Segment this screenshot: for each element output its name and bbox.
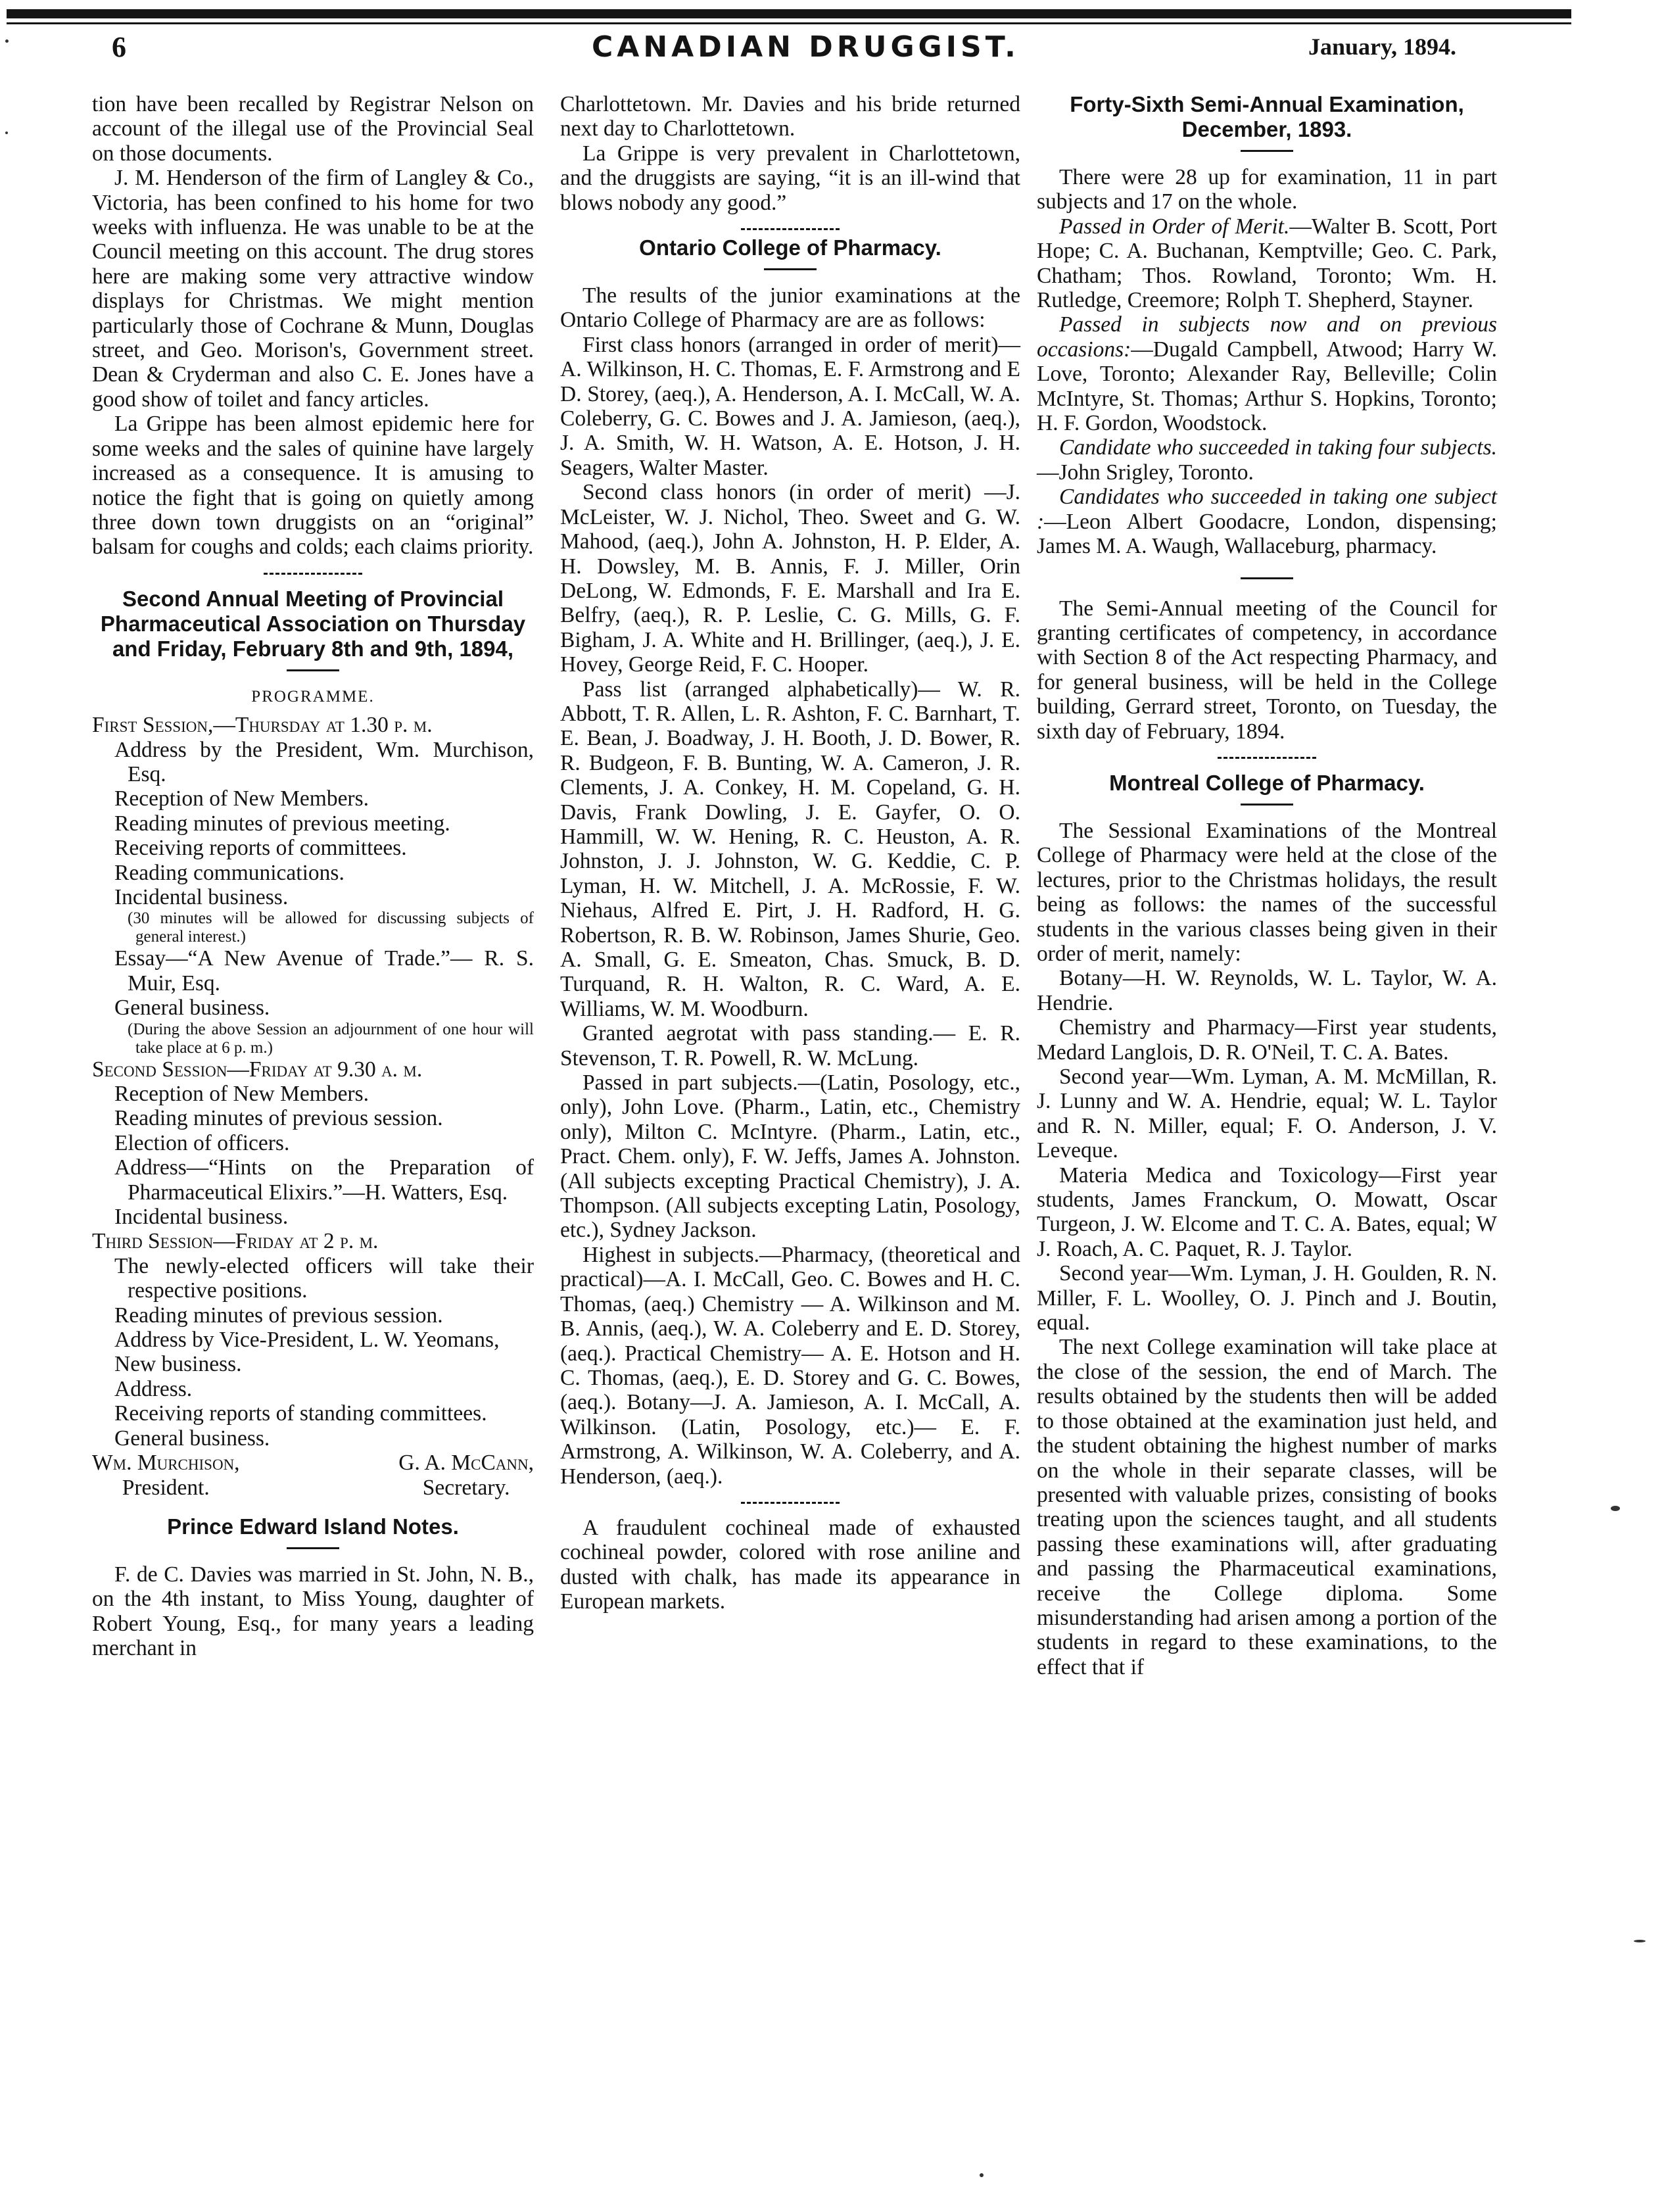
section-heading: Forty-Sixth Semi-Annual Examination, December, 1893.	[1070, 92, 1464, 141]
paragraph	[1037, 435, 1497, 485]
paragraph: Materia Medica and Toxicology—First year students, James Franckum, O. Mowatt, Oscar Turgeon, J. W. Elcome and T. C. A. Bates, equal; W J. Roach, A. C. Paquet, R. J. Taylor.	[1037, 1163, 1497, 1261]
section-divider	[1241, 577, 1293, 579]
signer-title: Secretary.	[422, 1475, 510, 1500]
journal-title: CANADIAN DRUGGIST.	[592, 30, 1020, 64]
paragraph	[1037, 485, 1497, 558]
paragraph: A fraudulent cochineal made of exhausted cochineal powder, colored with rose aniline and dusted with chalk, has made its appearance in European markets.	[560, 1515, 1020, 1614]
scan-speck	[1611, 1506, 1620, 1511]
paragraph-text: —Dugald Campbell, Atwood; Harry W. Love, Toronto; Alexander Ray, Belleville; Colin McIntyre, St. Thomas; Arthur S. Hopkins, Toronto; H. F. Gordon, Woodstock.	[1037, 337, 1497, 436]
signer-name: Wm. Murchison,	[92, 1451, 240, 1476]
paragraph: Botany—H. W. Reynolds, W. L. Taylor, W. A. Hendrie.	[1037, 966, 1497, 1015]
paragraph-text: —Leon Albert Goodacre, London, dispensing; James M. A. Waugh, Wallaceburg, pharmacy.	[1037, 509, 1497, 559]
heading-rule	[287, 669, 339, 671]
section-heading: Montreal College of Pharmacy.	[1109, 770, 1425, 795]
paragraph: La Grippe has been almost epidemic here for some weeks and the sales of quinine have largely increased as a consequence. It is amusing to notice the fight that is going on quietly among three down town druggists on an “original” balsam for coughs and colds; each claims priority.	[92, 412, 534, 560]
programme-item: Receiving reports of committees.	[114, 836, 407, 861]
paragraph: Chemistry and Pharmacy—First year students, Medard Langlois, D. R. O'Neil, T. C. A. Bates.	[1037, 1015, 1497, 1065]
paragraph: The results of the junior examinations at the Ontario College of Pharmacy are are as follows:	[560, 283, 1020, 333]
heading-rule	[1241, 804, 1293, 805]
column-1	[92, 92, 534, 1661]
paragraph: Second year—Wm. Lyman, J. H. Goulden, R. N. Miller, F. L. Woolley, O. J. Pinch and J. Boutin, equal.	[1037, 1261, 1497, 1335]
paragraph: The Sessional Examinations of the Montreal College of Pharmacy were held at the close of the lectures, prior to the Christmas holidays, the result being as follows: the names of the successful students in the various classes being given in their order of merit, namely:	[1037, 818, 1497, 966]
section-heading: Ontario College of Pharmacy.	[639, 235, 941, 260]
paragraph-text: —John Srigley, Toronto.	[1037, 460, 1254, 485]
paragraph: The next College examination will take place at the close of the session, the end of March. The results obtained by the students then will be added to those obtained at the examination just held, and the student obtaining the highest number of marks on the whole in their separate classes, will be presented with valuable prizes, consisting of books treating upon the sciences taught, and all students passing these examinations will, after graduating and passing the Pharmaceutical examinations, receive the College diploma. Some misunderstanding had arisen among a portion of the students in regard to these examinations, to the effect that if	[1037, 1335, 1497, 1679]
italic-label: Passed in subjects now and on previous occasions:	[1037, 312, 1497, 362]
scan-speck	[1634, 1940, 1646, 1942]
scan-speck	[980, 2173, 984, 2177]
scan-speck	[5, 132, 8, 134]
programme-note: (30 minutes will be allowed for discussing subjects of general interest.)	[128, 909, 534, 946]
programme-note: (During the above Session an adjournment of one hour will take place at 6 p. m.)	[128, 1020, 534, 1057]
paragraph: La Grippe is very prevalent in Charlottetown, and the druggists are saying, “it is an ill-wind that blows nobody any good.”	[560, 141, 1020, 215]
italic-label: Candidate who succeeded in taking four subjects.	[1059, 435, 1497, 460]
programme-item: Reading minutes of previous session.	[114, 1303, 443, 1328]
paragraph: Highest in subjects.—Pharmacy, (theoretical and practical)—A. I. McCall, Geo. C. Bowes and H. C. Thomas, (aeq.) Chemistry — A. Wilkinson and M. B. Annis, (aeq.), W. A. Coleberry and E. D. Storey, (aeq.). Practical Chemistry— A. E. Hotson and H. C. Thomas, (aeq.), E. D. Storey and G. C. Bowes, (aeq.). Botany—J. A. Jamieson, A. I. McCall, A. Wilkinson. (Latin, Posology, etc.)— E. F. Armstrong, A. Wilkinson, W. A. Coleberry, and A. Henderson, (aeq.).	[560, 1242, 1020, 1489]
scan-speck	[5, 39, 9, 43]
programme-item: Address—“Hints on the Preparation of Pharmaceutical Elixirs.”—H. Watters, Esq.	[114, 1155, 534, 1205]
column-2	[560, 92, 1020, 1614]
programme-item: Reading minutes of previous session.	[114, 1106, 443, 1131]
paragraph	[1037, 312, 1497, 435]
section-divider	[1218, 757, 1316, 759]
heading-rule	[1241, 150, 1293, 152]
paragraph: Pass list (arranged alphabetically)— W. R. Abbott, T. R. Allen, L. R. Ashton, F. C. Barnhart, T. E. Bean, J. Boadway, J. H. Booth, J. D. Bower, R. R. Budgeon, F. B. Bunting, W. A. Cameron, J. R. Clements, J. A. Conkey, H. M. Copeland, G. H. Davis, Frank Dowling, J. E. Gayfer, O. O. Hammill, W. W. Hening, R. C. Heuston, A. R. Johnston, J. J. Johnston, W. G. Keddie, C. P. Lyman, H. W. Mitchell, J. A. McRossie, F. W. Niehaus, Alfred E. Pirt, J. H. Radford, H. G. Robertson, R. B. W. Robinson, James Shurie, Geo. A. Small, G. E. Smeaton, Chas. Smuck, B. D. Turquand, R. H. Walton, R. C. Ward, A. E. Williams, W. M. Woodburn.	[560, 677, 1020, 1021]
programme-item: General business.	[114, 1426, 270, 1451]
programme-item: Receiving reports of standing committees.	[114, 1401, 487, 1426]
programme-item: Address.	[114, 1376, 193, 1401]
programme-item: Address by Vice-President, L. W. Yeomans,	[114, 1328, 500, 1353]
programme-label: PROGRAMME.	[251, 687, 375, 706]
italic-label: Passed in Order of Merit.	[1059, 214, 1290, 239]
signature-president	[92, 1451, 240, 1500]
signer-title: President.	[122, 1475, 210, 1500]
paragraph: F. de C. Davies was married in St. John, N. B., on the 4th instant, to Miss Young, daughter of Robert Young, Esq., for many years a leading merchant in	[92, 1562, 534, 1661]
section-heading: Prince Edward Island Notes.	[167, 1514, 459, 1539]
paragraph: Passed in part subjects.—(Latin, Posology, etc., only), John Love. (Pharm., Latin, etc., Chemistry only), Milton C. McIntyre. (Pharm., Latin, etc., Pract. Chem. only), F. W. Jeffs, James A. Johnston. (All subjects excepting Practical Chemistry), J. A. Thompson. (All subjects excepting Latin, Posology, etc.), Sydney Jackson.	[560, 1070, 1020, 1243]
session-heading: First Session,—Thursday at 1.30 p. m.	[92, 713, 433, 738]
heading-rule	[287, 1547, 339, 1549]
programme-item: Incidental business.	[114, 1205, 289, 1230]
paragraph: tion have been recalled by Registrar Nelson on account of the illegal use of the Provincial Seal on those documents.	[92, 92, 534, 166]
heading-rule	[764, 268, 817, 270]
paragraph: Charlottetown. Mr. Davies and his bride returned next day to Charlottetown.	[560, 92, 1020, 141]
italic-label: Candidates who succeeded in taking one subject :	[1037, 485, 1497, 534]
session-heading: Second Session—Friday at 9.30 a. m.	[92, 1057, 423, 1082]
paragraph: J. M. Henderson of the firm of Langley & Co., Victoria, has been confined to his home for two weeks with influenza. He was unable to be at the Council meeting on this account. The drug stores here are making some very attractive window displays for Christmas. We might mention particularly those of Cochrane & Munn, Douglas street, and Geo. Morison's, Government street. Dean & Cryderman and also C. E. Jones have a good show of toilet and fancy articles.	[92, 166, 534, 412]
column-3	[1037, 92, 1497, 1679]
signature-secretary	[398, 1451, 534, 1500]
programme-item: Incidental business.	[114, 884, 289, 909]
programme-item: Reading communications.	[114, 860, 345, 885]
section-divider	[264, 573, 362, 575]
issue-date: January, 1894.	[1308, 34, 1457, 60]
section-heading: Second Annual Meeting of Provincial Pharmaceutical Association on Thursday and Friday, February 8th and 9th, 1894,	[100, 586, 526, 661]
programme-item: Essay—“A New Avenue of Trade.”— R. S. Muir, Esq.	[114, 946, 534, 996]
signature-block	[92, 1451, 534, 1500]
programme-item: General business.	[114, 996, 270, 1021]
page-number: 6	[112, 31, 126, 63]
header-rule-thin	[7, 22, 1571, 24]
programme-item: Reading minutes of previous meeting.	[114, 811, 450, 836]
session-heading: Third Session—Friday at 2 p. m.	[92, 1229, 379, 1254]
paragraph: First class honors (arranged in order of merit)—A. Wilkinson, H. C. Thomas, E. F. Armstrong and E D. Storey, (aeq.), A. Henderson, A. I. McCall, W. A. Coleberry, G. C. Bowes and J. A. Jamieson, (aeq.), J. A. Smith, W. H. Watson, A. E. Hotson, J. H. Seagers, Walter Master.	[560, 332, 1020, 480]
section-divider	[741, 228, 840, 230]
section-divider	[741, 1502, 840, 1504]
running-header	[0, 30, 1664, 70]
paragraph	[1037, 214, 1497, 313]
paragraph: Second year—Wm. Lyman, A. M. McMillan, R. J. Lunny and W. A. Hendrie, equal; W. L. Taylor and R. N. Miller, equal; F. O. Anderson, J. V. Leveque.	[1037, 1065, 1497, 1163]
paragraph: Granted aegrotat with pass standing.— E. R. Stevenson, T. R. Powell, R. W. McLung.	[560, 1021, 1020, 1070]
programme-item: The newly-elected officers will take their respective positions.	[114, 1253, 534, 1303]
paragraph: There were 28 up for examination, 11 in part subjects and 17 on the whole.	[1037, 165, 1497, 214]
programme-item: Election of officers.	[114, 1130, 290, 1155]
programme-item: Address by the President, Wm. Murchison, Esq.	[114, 737, 534, 786]
paragraph: The Semi-Annual meeting of the Council for granting certificates of competency, in accordance with Section 8 of the Act respecting Pharmacy, and for general business, will be held in the College building, Gerrard street, Toronto, on Tuesday, the sixth day of February, 1894.	[1037, 596, 1497, 744]
signer-name: G. A. McCann,	[398, 1451, 534, 1476]
paragraph-text: —Walter B. Scott, Port Hope; C. A. Buchanan, Kemptville; Geo. C. Park, Chatham; Thos. Rowland, Toronto; Wm. H. Rutledge, Creemore; Rolph T. Shepherd, Stayner.	[1037, 214, 1497, 313]
programme-item: Reception of New Members.	[114, 786, 369, 811]
paragraph: Second class honors (in order of merit) —J. McLeister, W. J. Nichol, Theo. Sweet and G. W. Mahood, (aeq.), John A. Johnston, H. P. Elder, A. H. Dowsley, M. B. Annis, F. J. Miller, Orin DeLong, W. Edmonds, F. E. Marshall and Ira E. Belfry, (aeq.), R. P. Leslie, C. G. Mills, G. F. Bigham, J. A. White and H. Brillinger, (aeq.), J. E. Hovey, George Reid, F. C. Hooper.	[560, 480, 1020, 677]
header-rule	[7, 9, 1571, 18]
programme-item: Reception of New Members.	[114, 1082, 369, 1106]
programme-item: New business.	[114, 1352, 242, 1377]
